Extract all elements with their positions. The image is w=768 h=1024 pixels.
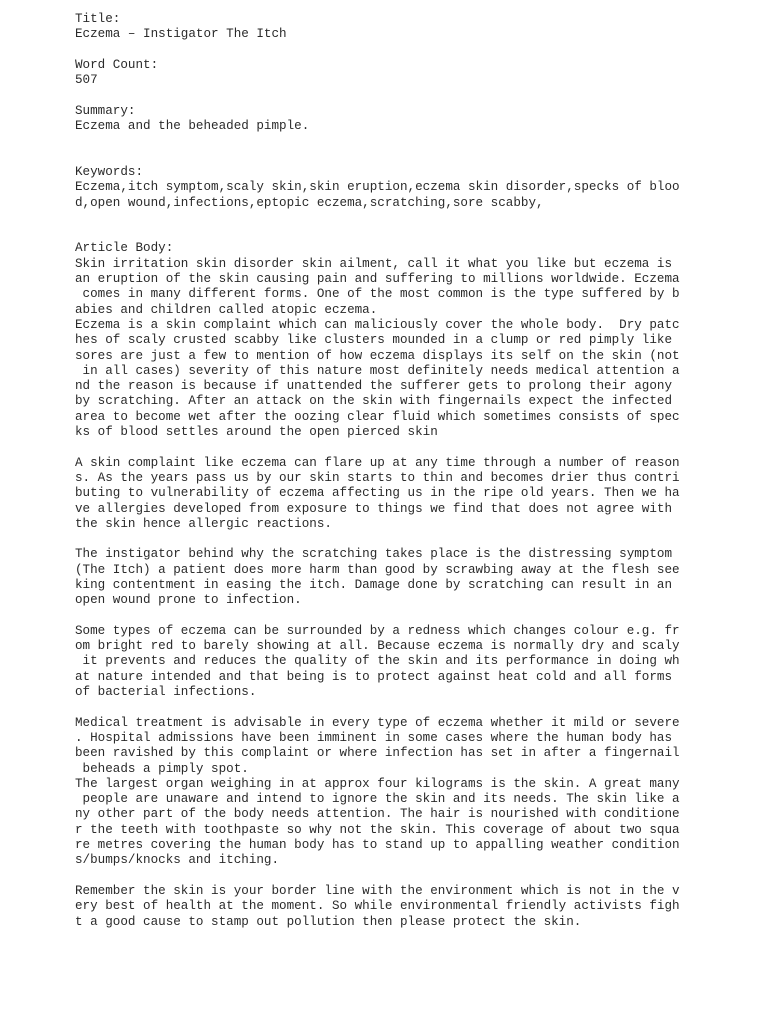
- document-line: ny other part of the body needs attention. The hair is nourished with conditione: [75, 807, 680, 822]
- document-line: Article Body:: [75, 241, 174, 256]
- document-line: Medical treatment is advisable in every type of eczema whether it mild or severe: [75, 715, 680, 730]
- document-line: people are unaware and intend to ignore the skin and its needs. The skin like a: [75, 792, 680, 807]
- document-line: Skin irritation skin disorder skin ailment, call it what you like but eczema is: [75, 256, 673, 271]
- document-line: at nature intended and that being is to protect against heat cold and all forms: [75, 669, 673, 684]
- document-line: Eczema and the beheaded pimple.: [75, 119, 310, 134]
- document-line: [75, 609, 755, 624]
- document-line: in all cases) severity of this nature most definitely needs medical attention a: [75, 363, 680, 378]
- document-line: ks of blood settles around the open pierced skin: [75, 425, 438, 440]
- document-line: king contentment in easing the itch. Damage done by scratching can result in an: [75, 577, 673, 592]
- document-line: Remember the skin is your border line with the environment which is not in the v: [75, 883, 680, 898]
- document-line: 507: [75, 73, 98, 88]
- document-line: t a good cause to stamp out pollution then please protect the skin.: [75, 914, 582, 929]
- document-line: Word Count:: [75, 57, 159, 72]
- document-line: r the teeth with toothpaste so why not the skin. This coverage of about two squa: [75, 822, 680, 837]
- document-line: s/bumps/knocks and itching.: [75, 853, 280, 868]
- document-line: by scratching. After an attack on the skin with fingernails expect the infected: [75, 394, 673, 409]
- document-line: [75, 134, 755, 149]
- document-line: open wound prone to infection.: [75, 593, 302, 608]
- document-line: Keywords:: [75, 164, 144, 179]
- document-line: ery best of health at the moment. So while environmental friendly activists figh: [75, 899, 680, 914]
- document-line: The largest organ weighing in at approx four kilograms is the skin. A great many: [75, 776, 680, 791]
- document-line: [75, 700, 755, 715]
- document-line: Eczema is a skin complaint which can maliciously cover the whole body. Dry patc: [75, 317, 680, 332]
- document-page: [75, 12, 755, 930]
- document-line: area to become wet after the oozing clear fluid which sometimes consists of spec: [75, 409, 680, 424]
- document-line: nd the reason is because if unattended the sufferer gets to prolong their agony: [75, 379, 673, 394]
- document-line: [75, 869, 755, 884]
- document-line: hes of scaly crusted scabby like clusters mounded in a clump or red pimply like: [75, 333, 673, 348]
- document-line: om bright red to barely showing at all. Because eczema is normally dry and scaly: [75, 639, 680, 654]
- document-line: The instigator behind why the scratching takes place is the distressing symptom: [75, 547, 673, 562]
- document-line: [75, 440, 755, 455]
- document-line: ve allergies developed from exposure to things we find that does not agree with: [75, 501, 673, 516]
- document-line: (The Itch) a patient does more harm than good by scrawbing away at the flesh see: [75, 562, 680, 577]
- document-line: the skin hence allergic reactions.: [75, 516, 332, 531]
- document-line: beheads a pimply spot.: [75, 761, 249, 776]
- document-line: abies and children called atopic eczema.: [75, 302, 378, 317]
- document-line: [75, 150, 755, 165]
- document-line: been ravished by this complaint or where infection has set in after a fingernail: [75, 746, 680, 761]
- document-line: [75, 88, 755, 103]
- document-line: Some types of eczema can be surrounded by a redness which changes colour e.g. fr: [75, 623, 680, 638]
- document-line: [75, 226, 755, 241]
- document-line: it prevents and reduces the quality of the skin and its performance in doing wh: [75, 654, 680, 669]
- document-line: [75, 43, 755, 58]
- document-line: comes in many different forms. One of the most common is the type suffered by b: [75, 287, 680, 302]
- document-line: Eczema – Instigator The Itch: [75, 27, 287, 42]
- document-line: A skin complaint like eczema can flare up at any time through a number of reason: [75, 455, 680, 470]
- document-line: buting to vulnerability of eczema affecting us in the ripe old years. Then we ha: [75, 486, 680, 501]
- document-line: Eczema,itch symptom,scaly skin,skin eruption,eczema skin disorder,specks of bloo: [75, 180, 680, 195]
- document-line: [75, 532, 755, 547]
- document-line: [75, 211, 755, 226]
- document-line: . Hospital admissions have been imminent in some cases where the human body has: [75, 730, 673, 745]
- document-line: d,open wound,infections,eptopic eczema,scratching,sore scabby,: [75, 195, 544, 210]
- document-line: an eruption of the skin causing pain and suffering to millions worldwide. Eczema: [75, 272, 680, 287]
- document-line: sores are just a few to mention of how eczema displays its self on the skin (not: [75, 348, 680, 363]
- document-line: re metres covering the human body has to stand up to appalling weather condition: [75, 838, 680, 853]
- document-line: of bacterial infections.: [75, 685, 257, 700]
- document-line: Title:: [75, 12, 121, 26]
- document-line: s. As the years pass us by our skin starts to thin and becomes drier thus contri: [75, 470, 680, 485]
- document-line: Summary:: [75, 103, 136, 118]
